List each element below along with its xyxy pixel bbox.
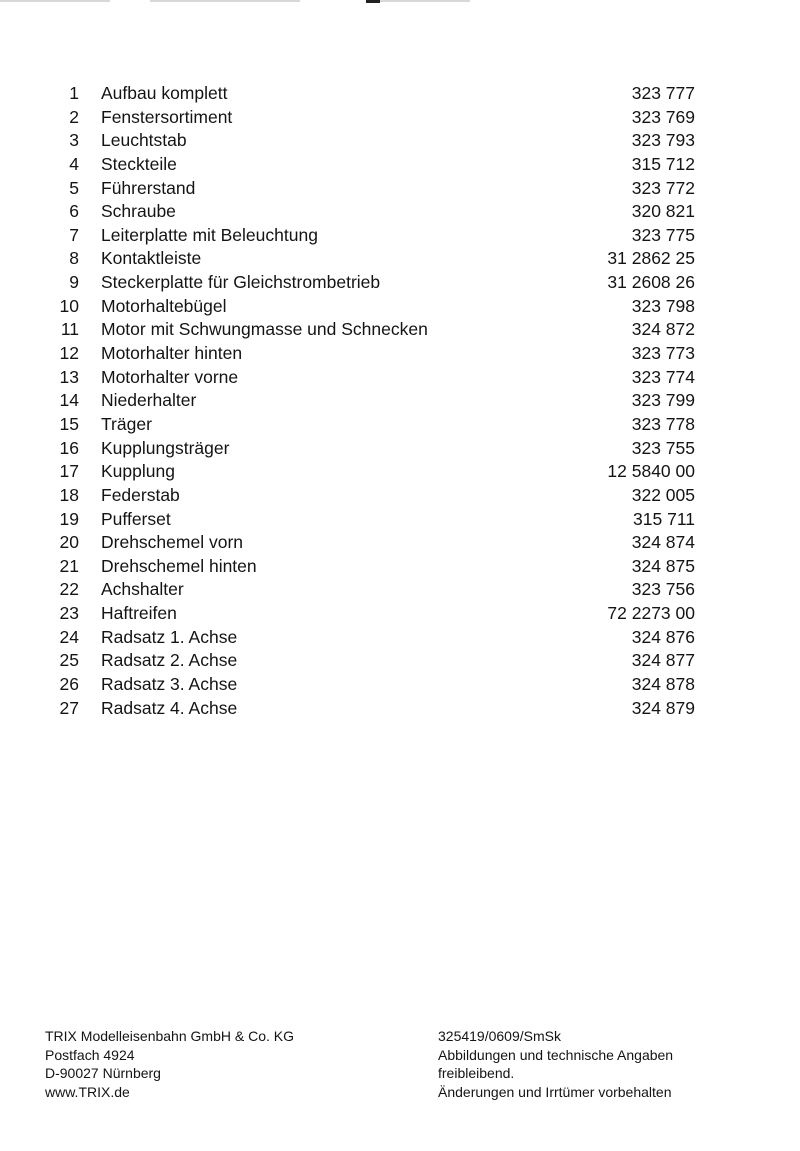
position-number: 13	[59, 366, 79, 387]
parts-list	[50, 82, 700, 720]
position-number: 15	[59, 413, 79, 434]
part-number: 324 874	[631, 532, 695, 553]
table-row	[50, 673, 700, 697]
part-number: 324 877	[631, 650, 695, 671]
part-name: Motorhalter vorne	[101, 366, 239, 387]
position-number: 5	[69, 177, 79, 198]
table-row	[50, 555, 700, 579]
table-row	[50, 366, 700, 390]
scan-mark	[380, 0, 470, 2]
part-name: Federstab	[101, 484, 180, 505]
part-number: 323 773	[631, 343, 695, 364]
part-name: Radsatz 2. Achse	[101, 650, 238, 671]
top-edge-scan-marks	[0, 0, 800, 6]
part-number: 323 778	[631, 413, 695, 434]
part-name: Motorhalter hinten	[101, 343, 243, 364]
position-number: 25	[59, 650, 79, 671]
part-number: 31 2608 26	[607, 272, 695, 293]
part-number: 323 799	[631, 390, 695, 411]
position-number: 22	[59, 579, 79, 600]
position-number: 19	[59, 508, 79, 529]
part-name: Kupplungsträger	[101, 437, 230, 458]
part-name: Niederhalter	[101, 390, 197, 411]
table-row	[50, 389, 700, 413]
part-name: Drehschemel vorn	[101, 532, 243, 553]
table-row	[50, 271, 700, 295]
table-row	[50, 153, 700, 177]
position-number: 27	[59, 697, 79, 718]
part-name: Schraube	[101, 201, 176, 222]
table-row	[50, 200, 700, 224]
part-number: 324 872	[631, 319, 695, 340]
part-number: 323 756	[631, 579, 695, 600]
part-number: 323 769	[631, 106, 695, 127]
position-number: 16	[59, 437, 79, 458]
part-number: 320 821	[631, 201, 695, 222]
position-number: 12	[59, 343, 79, 364]
part-number: 322 005	[631, 484, 695, 505]
part-number: 323 772	[631, 177, 695, 198]
part-name: Aufbau komplett	[101, 83, 228, 103]
position-number: 21	[59, 555, 79, 576]
position-number: 4	[69, 153, 79, 174]
part-number: 31 2862 25	[607, 248, 695, 269]
position-number: 3	[69, 130, 79, 151]
company-address	[45, 1027, 294, 1101]
table-row	[50, 129, 700, 153]
position-number: 2	[69, 106, 79, 127]
table-row	[50, 224, 700, 248]
position-number: 7	[69, 224, 79, 245]
part-name: Fenstersortiment	[101, 106, 233, 127]
part-name: Kontaktleiste	[101, 248, 202, 269]
part-number: 315 712	[631, 153, 695, 174]
legal-notes	[438, 1027, 673, 1101]
table-row	[50, 626, 700, 650]
document-code: 325419/0609/SmSk	[438, 1028, 561, 1044]
scan-mark	[0, 0, 110, 2]
part-number: 323 777	[631, 83, 695, 103]
position-number: 1	[69, 83, 79, 103]
table-row	[50, 508, 700, 532]
part-name: Träger	[101, 413, 152, 434]
part-name: Radsatz 1. Achse	[101, 626, 238, 647]
table-row	[50, 106, 700, 130]
position-number: 17	[59, 461, 79, 482]
part-name: Haftreifen	[101, 603, 177, 624]
position-number: 18	[59, 484, 79, 505]
part-number: 72 2273 00	[607, 603, 695, 624]
disclaimer-line: Abbildungen und technische Angaben	[438, 1046, 674, 1063]
part-name: Steckerplatte für Gleichstrombetrieb	[101, 272, 381, 293]
part-name: Radsatz 3. Achse	[101, 674, 238, 695]
table-row	[50, 649, 700, 673]
position-number: 14	[59, 390, 79, 411]
part-number: 323 774	[631, 366, 695, 387]
part-name: Kupplung	[101, 461, 175, 482]
part-name: Pufferset	[101, 508, 171, 529]
table-row	[50, 697, 700, 721]
position-number: 6	[69, 201, 79, 222]
part-number: 324 875	[631, 555, 695, 576]
disclaimer-line: Änderungen und Irrtümer vorbehalten	[438, 1083, 672, 1100]
part-number: 323 793	[631, 130, 695, 151]
part-name: Leuchtstab	[101, 130, 187, 151]
scan-mark	[150, 0, 300, 2]
table-row	[50, 318, 700, 342]
part-number: 324 879	[631, 697, 695, 718]
po-box: Postfach 4924	[45, 1046, 135, 1063]
part-number: 323 798	[631, 295, 695, 316]
position-number: 24	[59, 626, 79, 647]
position-number: 8	[69, 248, 79, 269]
disclaimer-line: freibleibend.	[438, 1065, 515, 1081]
table-row	[50, 531, 700, 555]
company-name: TRIX Modelleisenbahn GmbH & Co. KG	[45, 1028, 294, 1044]
part-number: 324 878	[631, 674, 695, 695]
scan-mark	[366, 0, 380, 3]
table-row	[50, 578, 700, 602]
part-name: Leiterplatte mit Beleuchtung	[101, 224, 318, 245]
table-row	[50, 295, 700, 319]
table-row	[50, 602, 700, 626]
part-name: Motor mit Schwungmasse und Schnecken	[101, 319, 428, 340]
part-number: 315 711	[633, 508, 695, 529]
part-number: 12 5840 00	[607, 461, 695, 482]
table-row	[50, 342, 700, 366]
position-number: 26	[59, 674, 79, 695]
position-number: 11	[60, 319, 79, 340]
part-number: 323 775	[631, 224, 695, 245]
website-link[interactable]: www.TRIX.de	[45, 1083, 130, 1100]
table-row	[50, 460, 700, 484]
part-number: 324 876	[631, 626, 695, 647]
position-number: 10	[59, 295, 79, 316]
city: D-90027 Nürnberg	[45, 1065, 161, 1081]
part-name: Motorhaltebügel	[101, 295, 227, 316]
part-name: Achshalter	[101, 579, 184, 600]
table-row	[50, 177, 700, 201]
table-row	[50, 247, 700, 271]
position-number: 9	[69, 272, 79, 293]
part-number: 323 755	[631, 437, 695, 458]
table-row	[50, 484, 700, 508]
table-row	[50, 82, 700, 106]
table-row	[50, 413, 700, 437]
part-name: Radsatz 4. Achse	[101, 697, 238, 718]
part-name: Drehschemel hinten	[101, 555, 257, 576]
part-name: Steckteile	[101, 153, 177, 174]
table-row	[50, 437, 700, 461]
position-number: 23	[59, 603, 79, 624]
position-number: 20	[59, 532, 79, 553]
part-name: Führerstand	[101, 177, 196, 198]
